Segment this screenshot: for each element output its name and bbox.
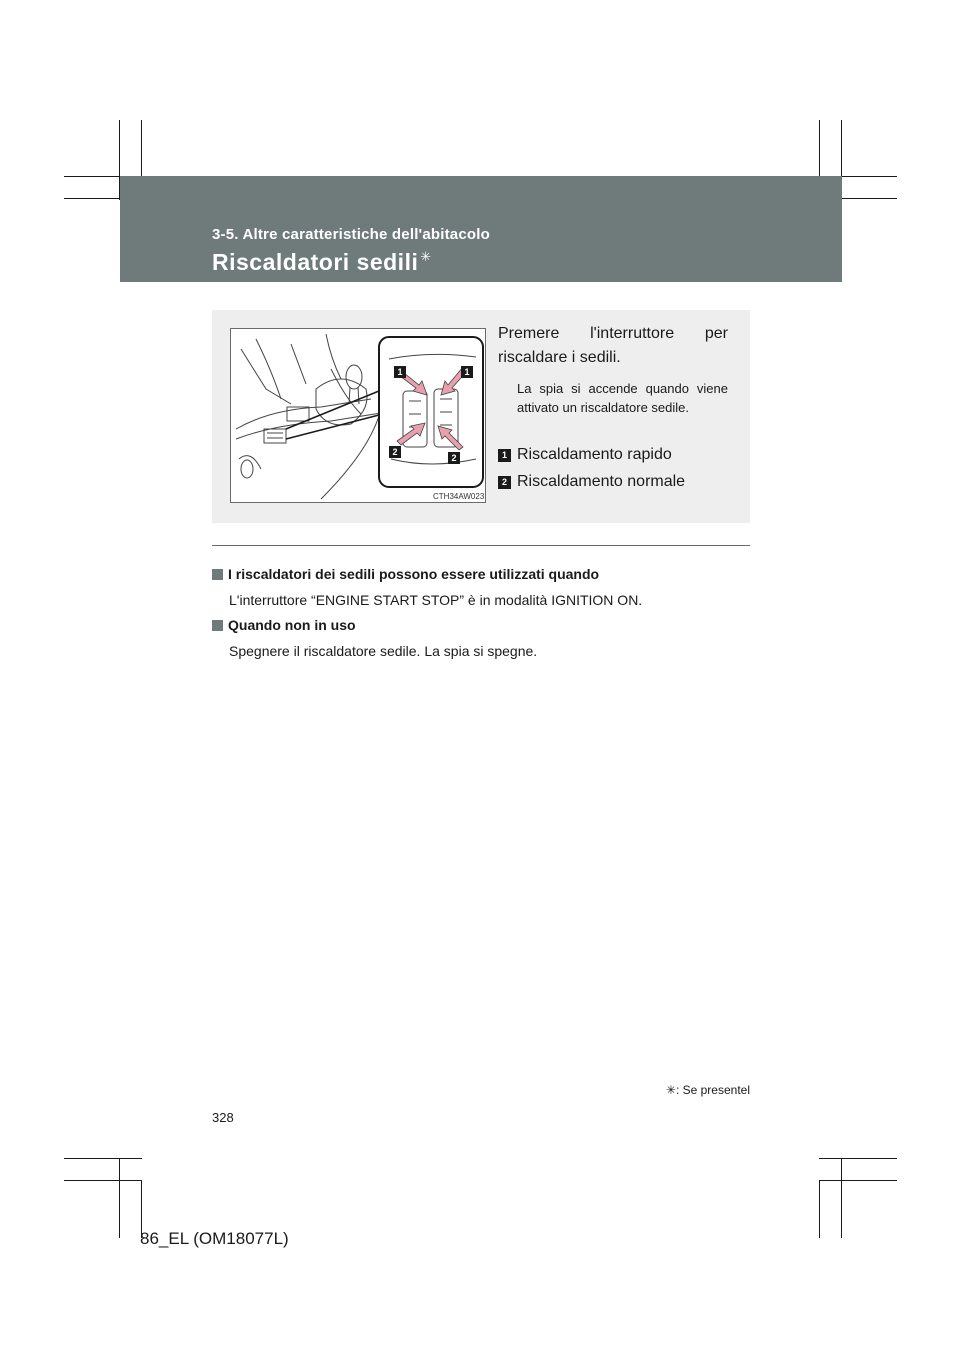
note-heading-usage	[212, 566, 599, 582]
asterisk-icon: ✳	[420, 249, 432, 265]
crop-mark	[819, 1158, 897, 1159]
callout-2-right: 2	[448, 452, 460, 464]
footnote: ✳: Se presentel	[665, 1083, 750, 1097]
square-bullet-icon	[212, 569, 223, 580]
page-number: 328	[212, 1110, 234, 1125]
crop-mark	[64, 1158, 142, 1159]
seat-heater-illustration	[230, 328, 486, 503]
figure-code: CTH34AW023	[433, 492, 485, 501]
callout-1-left: 1	[394, 366, 406, 378]
legend-item-quick-heat	[498, 446, 672, 464]
callout-2-left: 2	[389, 446, 401, 458]
console-drawing	[231, 329, 485, 502]
document-code: 86_EL (OM18077L)	[140, 1229, 289, 1248]
note-body-not-in-use: Spegnere il riscaldatore sedile. La spia si spegne.	[229, 643, 538, 659]
legend-number: 1	[498, 449, 511, 462]
square-bullet-icon	[212, 620, 223, 631]
legend-label: Riscaldamento rapido	[517, 446, 672, 463]
page-title	[212, 249, 432, 276]
note-heading-not-in-use	[212, 617, 356, 633]
crop-mark	[119, 1158, 120, 1238]
indicator-note: La spia si accende quando viene attivato un riscaldatore sedile.	[517, 381, 728, 415]
section-divider	[212, 545, 750, 546]
crop-mark	[819, 1180, 897, 1181]
crop-mark	[841, 1158, 842, 1238]
legend-number: 2	[498, 476, 511, 489]
crop-mark	[64, 1180, 142, 1181]
legend-label: Riscaldamento normale	[517, 473, 686, 490]
note-heading-text: I riscaldatori dei sedili possono essere utilizzati quando	[228, 566, 600, 582]
instruction-text: Premere l'interruttore per riscaldare i sedili.	[498, 325, 728, 366]
legend-item-normal-heat	[498, 473, 685, 491]
page-title-text: Riscaldatori sedili	[212, 249, 419, 275]
section-label: 3-5. Altre caratteristiche dell'abitacolo	[212, 226, 490, 243]
crop-mark	[819, 1180, 820, 1238]
callout-1-right: 1	[461, 366, 473, 378]
note-heading-text: Quando non in uso	[228, 617, 356, 633]
note-body-usage: L'interruttore “ENGINE START STOP” è in modalità IGNITION ON.	[229, 592, 643, 608]
